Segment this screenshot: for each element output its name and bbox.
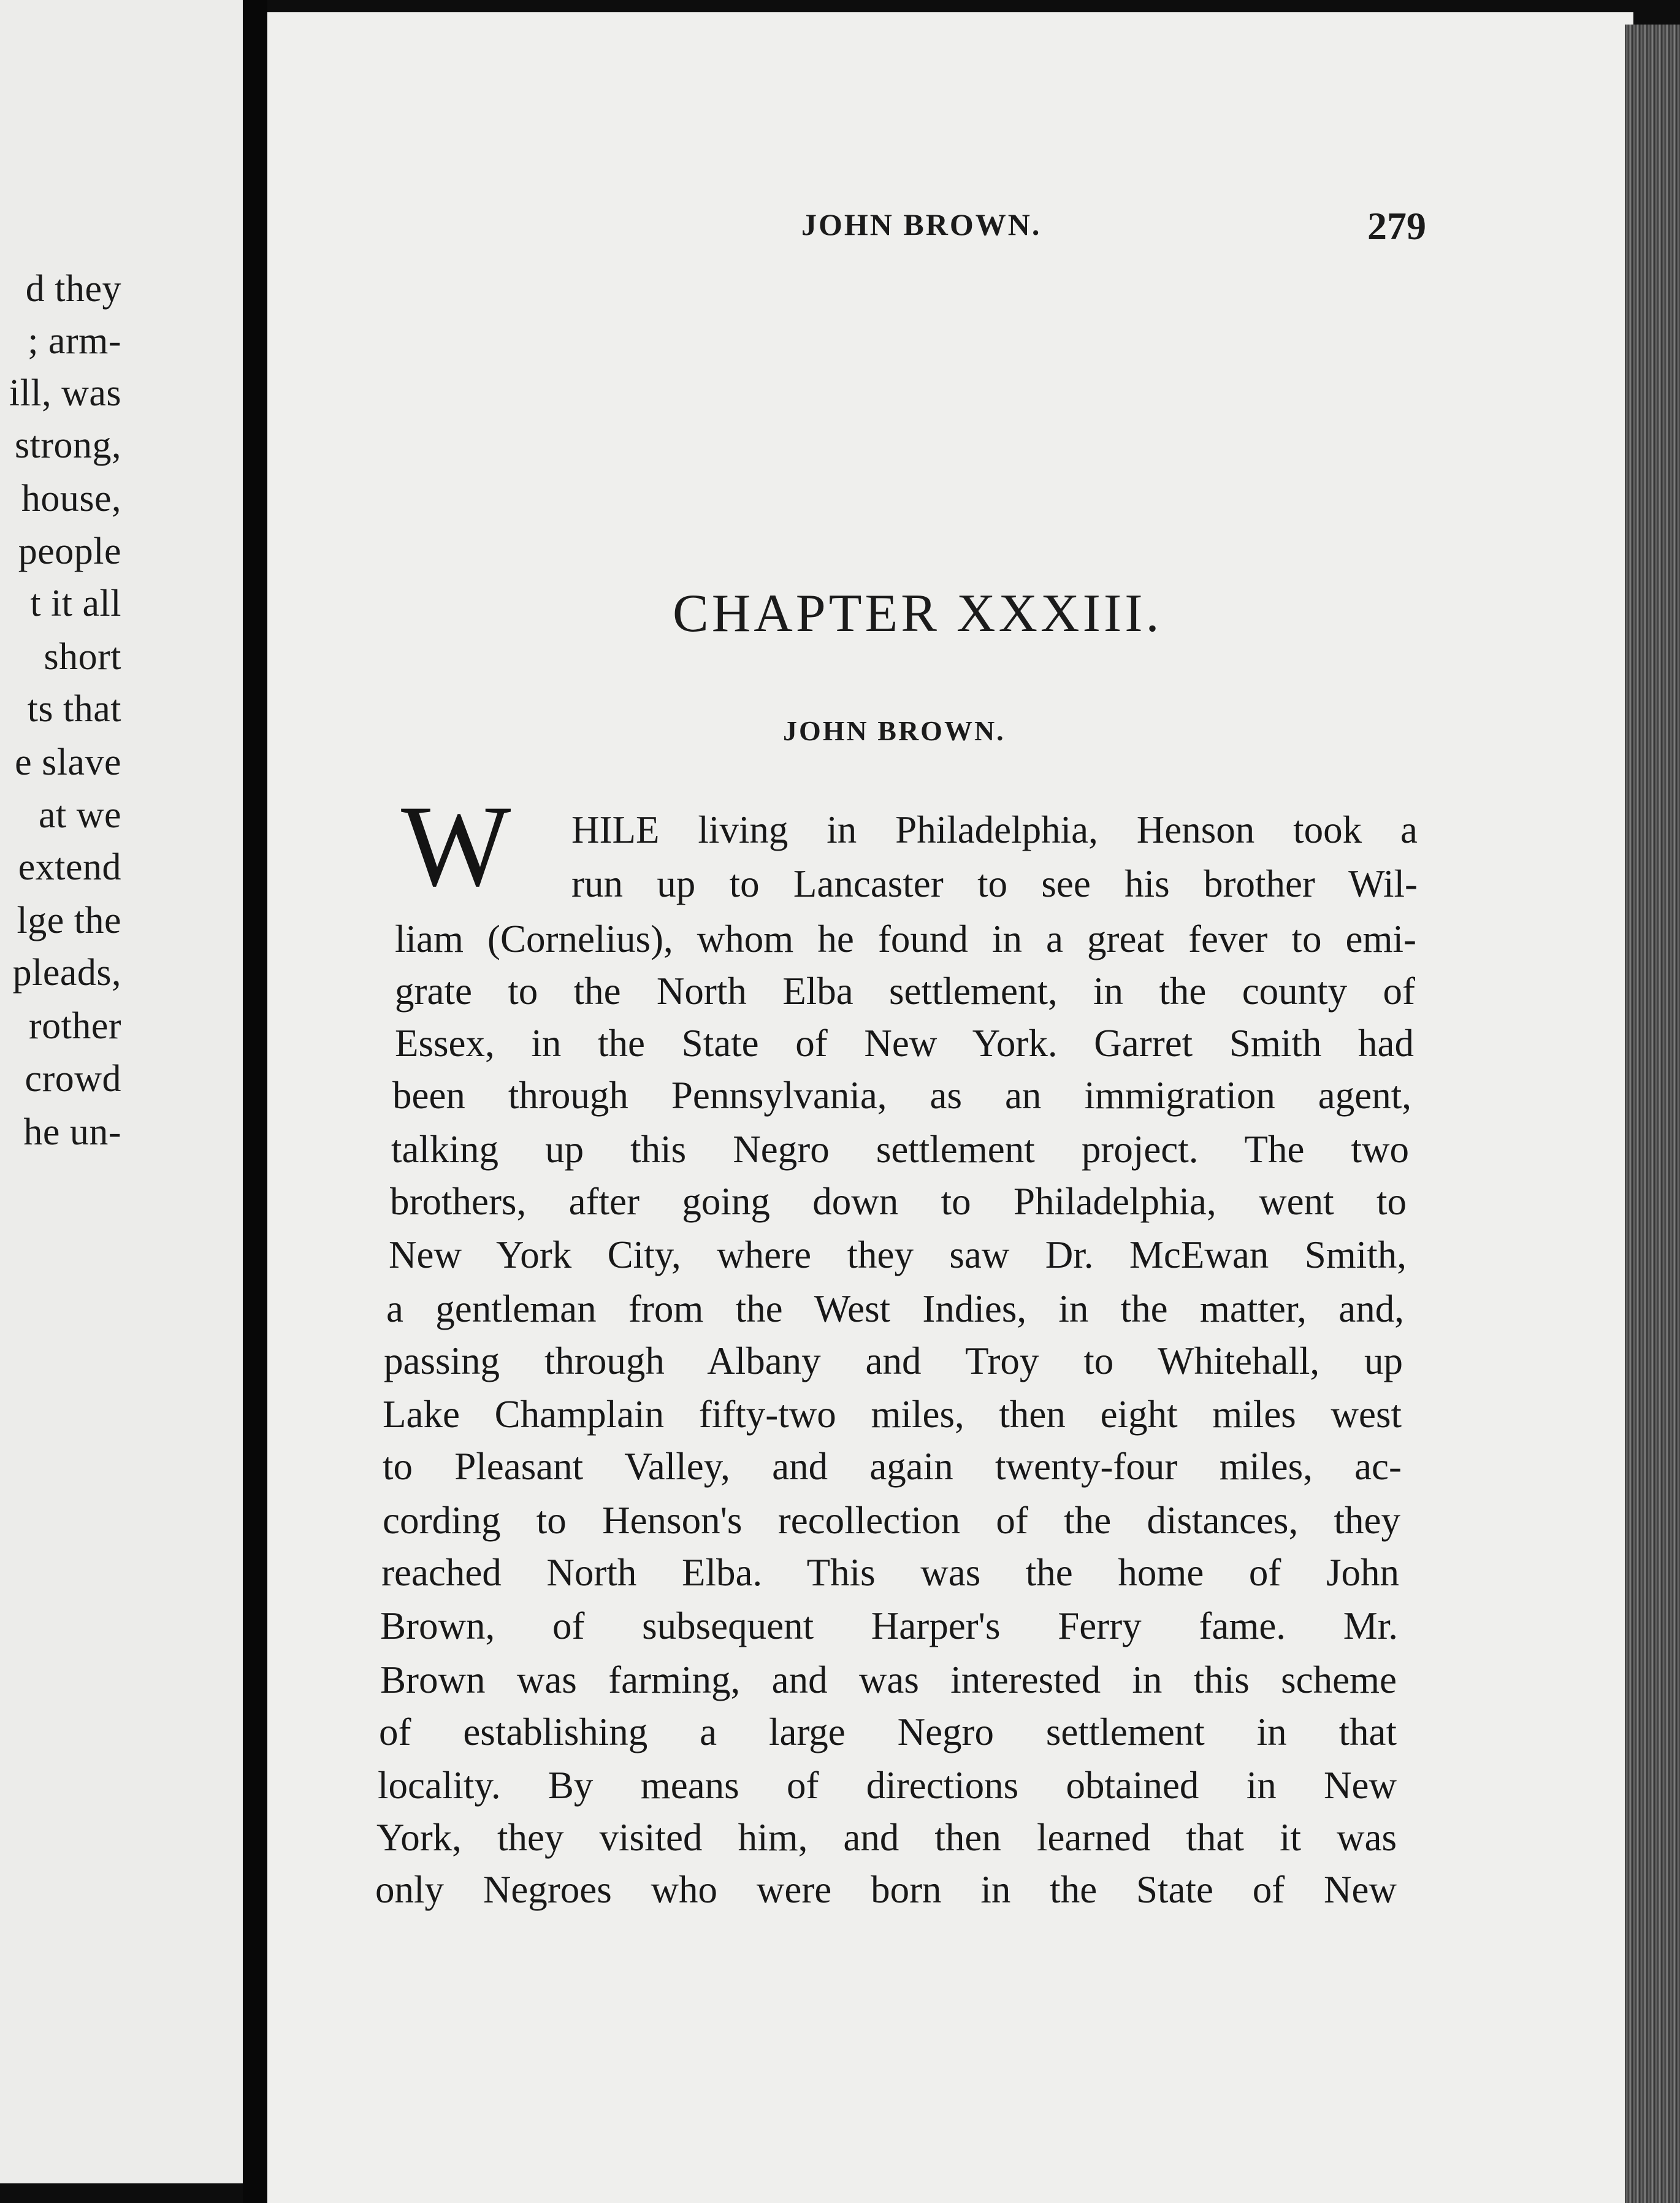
chapter-title: CHAPTER XXXIII.	[673, 584, 1163, 643]
left-page-line: house,	[21, 478, 121, 519]
body-text-line: Brown, of subsequent Harper's Ferry fame. Mr.	[380, 1604, 1398, 1647]
left-page-line: people	[18, 531, 121, 572]
body-text-line: liam (Cornelius), whom he found in a great fever to emi-	[395, 918, 1416, 960]
body-text-line: a gentleman from the West Indies, in the matter, and,	[386, 1287, 1404, 1330]
body-text-line: run up to Lancaster to see his brother Wil-	[571, 862, 1418, 905]
page-number: 279	[1367, 204, 1426, 248]
section-title: JOHN BROWN.	[783, 715, 1006, 746]
left-page-line: extend	[18, 846, 121, 888]
left-facing-page	[0, 0, 245, 2183]
drop-cap: W	[401, 782, 511, 911]
body-text-line: Lake Champlain fifty-two miles, then eight miles west	[383, 1393, 1402, 1436]
left-page-line: lge the	[17, 900, 121, 941]
body-text-line: talking up this Negro settlement project. The two	[391, 1128, 1409, 1171]
left-page-line: e slave	[15, 741, 121, 783]
body-text-line: grate to the North Elba settlement, in the county of	[395, 970, 1415, 1013]
left-page-line: t it all	[30, 583, 121, 624]
left-page-line: short	[44, 636, 121, 678]
body-text-line: HILE living in Philadelphia, Henson took a	[571, 808, 1418, 851]
left-page-line: rother	[28, 1005, 121, 1047]
left-page-line: ; arm-	[28, 320, 121, 362]
left-page-line: crowd	[25, 1058, 121, 1100]
left-page-line: strong,	[15, 424, 121, 466]
running-head: JOHN BROWN.	[801, 207, 1042, 242]
left-page-line: pleads,	[12, 952, 121, 994]
page-fore-edge	[1625, 25, 1680, 2203]
body-text-line: been through Pennsylvania, as an immigration agent,	[392, 1074, 1411, 1117]
body-text-line: New York City, where they saw Dr. McEwan Smith,	[389, 1233, 1407, 1276]
body-text-line: locality. By means of directions obtained in New	[378, 1764, 1397, 1807]
left-page-line: he un-	[23, 1111, 121, 1153]
body-text-line: passing through Albany and Troy to Whitehall, up	[384, 1339, 1403, 1382]
body-text-line: brothers, after going down to Philadelphia, went to	[390, 1180, 1407, 1223]
body-text-line: reached North Elba. This was the home of John	[381, 1551, 1399, 1594]
body-text-line: only Negroes who were born in the State of New	[375, 1868, 1397, 1911]
left-page-line: d they	[25, 268, 121, 310]
left-page-line: at we	[38, 794, 121, 836]
left-page-line: ts that	[27, 688, 121, 730]
body-text-line: Brown was farming, and was interested in this scheme	[380, 1658, 1397, 1701]
body-text-line: of establishing a large Negro settlement in that	[379, 1711, 1397, 1753]
body-text-line: cording to Henson's recollection of the distances, they	[383, 1499, 1400, 1542]
book-gutter	[243, 0, 267, 2203]
body-text-line: to Pleasant Valley, and again twenty-four miles, ac-	[383, 1445, 1402, 1488]
left-page-line: ill, was	[9, 372, 121, 414]
body-text-line: Essex, in the State of New York. Garret Smith had	[395, 1022, 1414, 1065]
body-text-line: York, they visited him, and then learned that it was	[376, 1816, 1397, 1859]
